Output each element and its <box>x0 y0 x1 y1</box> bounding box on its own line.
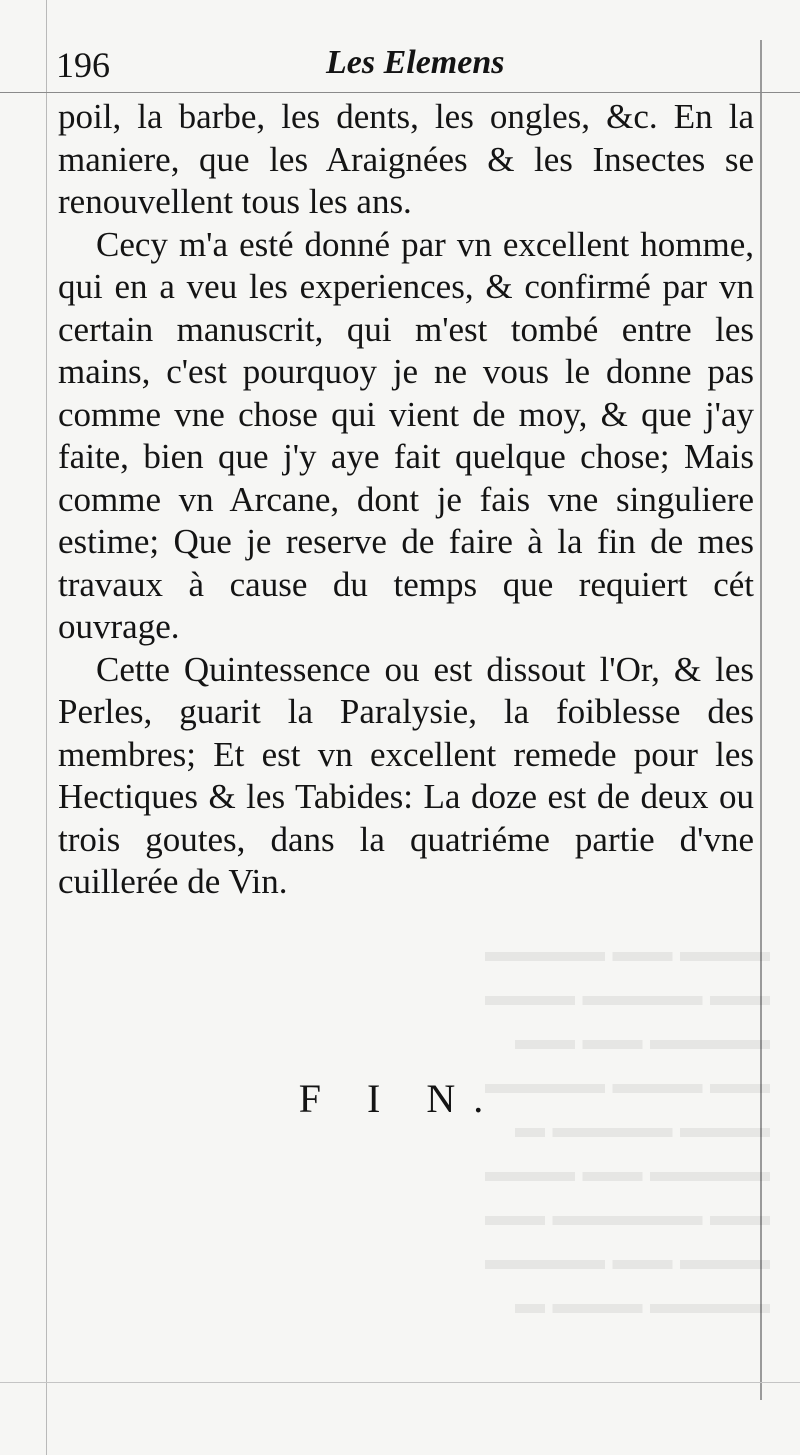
show-through-texture: ▬▬▬ ▬▬ ▬▬▬▬ ▬▬ ▬▬▬▬ ▬▬▬ ▬▬▬▬ ▬▬ ▬▬ ▬▬ ▬▬▬ ▬▬▬▬ ▬▬▬ ▬▬▬▬ ▬ ▬▬▬▬ ▬▬ ▬▬▬ ▬▬ ▬▬▬▬▬ ▬▬ ▬▬▬ ▬▬ ▬▬▬▬ ▬▬▬▬ ▬▬▬ ▬ <box>485 935 770 1320</box>
paragraph-continuation: poil, la barbe, les dents, les ongles, &c. En la maniere, que les Araignées & les Insectes se renouvellent tous les ans. <box>58 97 754 221</box>
page-number: 196 <box>56 45 110 85</box>
header-rule <box>0 92 800 93</box>
page-header <box>56 44 756 92</box>
paragraph-quintessence: Cette Quintessence ou est dissout l'Or, & les Perles, guarit la Paralysie, la foiblesse des membres; Et est vn excellent remede pour les Hectiques & les Tabides: La doze est de deux ou trois goutes, dans la quatriéme partie d'vne cuillerée de Vin. <box>58 649 754 901</box>
running-head: Les Elemens <box>326 44 505 81</box>
page-gutter-line <box>46 0 47 1455</box>
body-text <box>58 96 754 904</box>
end-mark: F I N. <box>298 1076 502 1121</box>
footer-rule <box>0 1382 800 1383</box>
paragraph-cecy: Cecy m'a esté donné par vn excellent homme, qui en a veu les experiences, & confirmé par vn certain manuscrit, qui m'est tombé entre les mains, c'est pourquoy je ne vous le donne pas comme vne chose qui vient de moy, & que j'ay faite, bien que j'y aye fait quelque chose; Mais comme vn Arcane, dont je fais vne singuliere estime; Que je reserve de faire à la fin de mes travaux à cause du temps que requiert cét ouvrage. <box>58 224 754 646</box>
